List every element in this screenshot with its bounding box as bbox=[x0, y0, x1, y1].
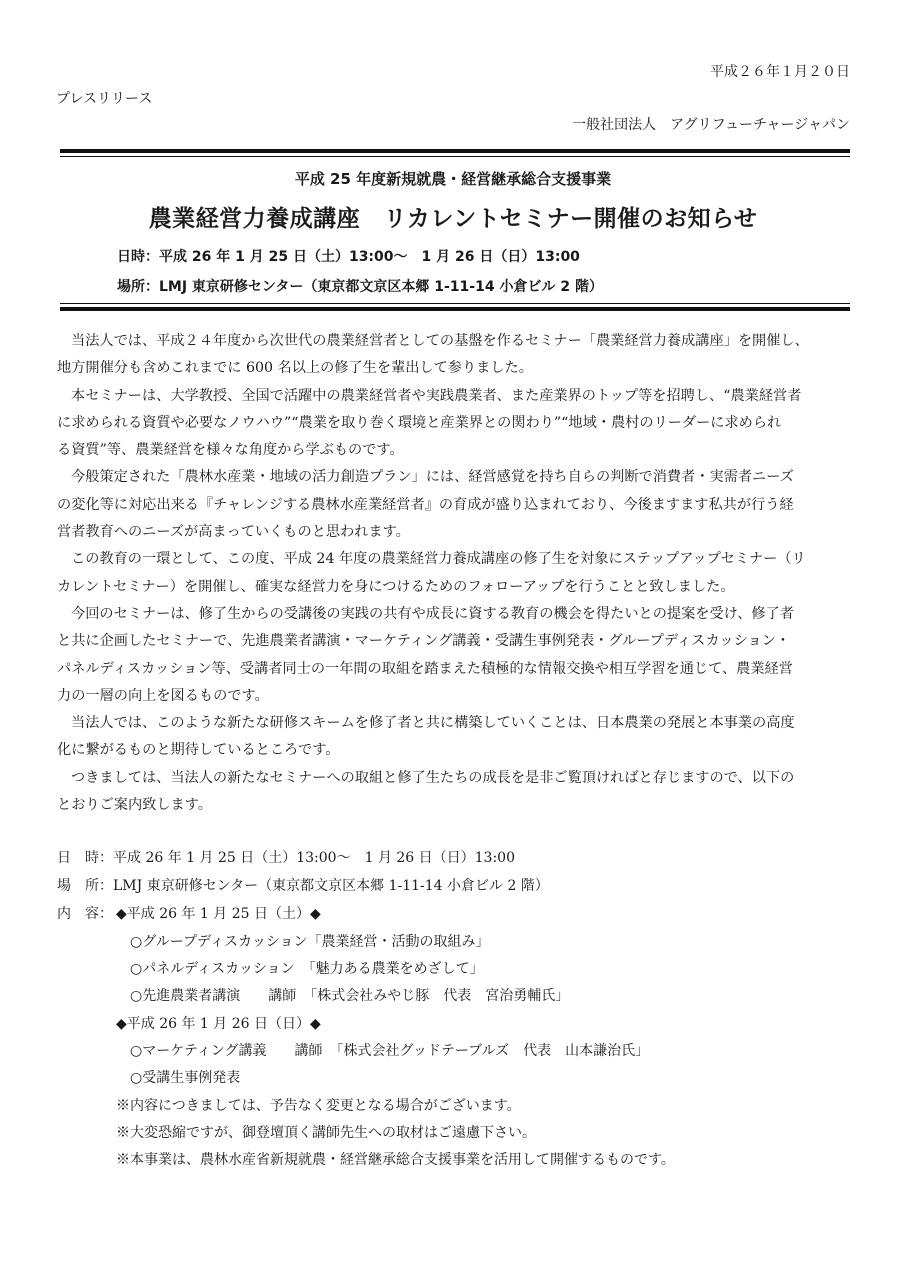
body-line: カレントセミナー）を開催し、確実な経営力を身につけるためのフォローアップを行うことと致しました。 bbox=[57, 578, 735, 595]
body-line: に求められる資質や必要なノウハウ”“農業を取り巻く環境と産業界との関わり”“地域・農村のリーダーに求められ bbox=[57, 414, 782, 431]
note: ※内容につきましては、予告なく変更となる場合がございます。 bbox=[116, 1098, 521, 1114]
body-text bbox=[57, 328, 857, 819]
body-line: つきましては、当法人の新たなセミナーへの取組と修了生たちの成長を是非ご覧頂ければと存じますので、以下の bbox=[71, 769, 795, 786]
day2-item: ○マーケティング講義 講師 「株式会社グッドテーブルズ 代表 山本謙治氏」 bbox=[130, 1043, 650, 1059]
body-line: 今回のセミナーは、修了生からの受講後の実践の共有や成長に資する教育の機会を得たいとの提案を受け、修了者 bbox=[71, 605, 794, 622]
press-release-label: プレスリリース bbox=[56, 91, 153, 107]
details-place: 場 所：LMJ 東京研修センター（東京都文京区本郷 1-11-14 小倉ビル 2 階） bbox=[57, 878, 549, 894]
project-name: 平成 25 年度新規就農・経営継承総合支援事業 bbox=[294, 170, 612, 188]
body-line: 当法人では、平成２４年度から次世代の農業経営者としての基盤を作るセミナー「農業経営力養成講座」を開催し、 bbox=[71, 333, 809, 349]
body-line: パネルディスカッション等、受講者同士の一年間の取組を踏まえた積極的な情報交換や相互学習を通じて、農業経営 bbox=[57, 660, 793, 677]
day1-item: ○グループディスカッション「農業経営・活動の取組み」 bbox=[130, 934, 490, 950]
day2-heading: ◆平成 26 年 1 月 26 日（日）◆ bbox=[116, 1016, 321, 1032]
body-line: る資質”等、農業経営を様々な角度から学ぶものです。 bbox=[57, 442, 404, 459]
body-line: 地方開催分も含めこれまでに 600 名以上の修了生を輩出して参りました。 bbox=[57, 360, 533, 377]
day2-item: ○受講生事例発表 bbox=[130, 1070, 241, 1086]
top-rule-thin bbox=[60, 156, 850, 157]
release-date: 平成２６年１月２０日 bbox=[710, 64, 850, 80]
details-date: 日 時：平成 26 年 1 月 25 日（土）13:00～ 1 月 26 日（日）13:00 bbox=[57, 850, 515, 866]
body-line: この教育の一環として、この度、平成 24 年度の農業経営力養成講座の修了生を対象にステップアップセミナー（リ bbox=[71, 551, 806, 568]
organization-name: 一般社団法人 アグリフューチャージャパン bbox=[572, 117, 850, 133]
body-line: 化に繋がるものと期待しているところです。 bbox=[57, 742, 340, 759]
day1-item: ○先進農業者講演 講師 「株式会社みやじ豚 代表 宮治勇輔氏」 bbox=[130, 988, 570, 1004]
summary-place: 場所：LMJ 東京研修センター（東京都文京区本郷 1-11-14 小倉ビル 2 階） bbox=[117, 279, 603, 295]
page-title: 農業経営力養成講座 リカレントセミナー開催のお知らせ bbox=[148, 206, 758, 232]
bottom-rule-thin bbox=[60, 303, 850, 304]
body-line: 当法人では、このような新たな研修スキームを修了者と共に構築していくことは、日本農業の発展と本事業の高度 bbox=[71, 715, 795, 732]
body-line: 営者教育へのニーズが高まっていくものと思われます。 bbox=[57, 524, 410, 541]
body-line: とおりご案内致します。 bbox=[57, 797, 212, 814]
body-line: の変化等に対応出来る『チャレンジする農林水産業経営者』の育成が盛り込まれており、今後ますます私共が行う経 bbox=[57, 496, 794, 513]
details-content-label: 内 容： bbox=[57, 906, 113, 922]
note: ※本事業は、農林水産省新規就農・経営継承総合支援事業を活用して開催するものです。 bbox=[116, 1152, 675, 1168]
day1-heading: ◆平成 26 年 1 月 25 日（土）◆ bbox=[116, 906, 321, 922]
day1-item: ○パネルディスカッション 「魅力ある農業をめざして」 bbox=[130, 961, 484, 977]
top-rule-thick bbox=[60, 149, 850, 153]
body-line: 今般策定された「農林水産業・地域の活力創造プラン」には、経営感覚を持ち自らの判断で消費者・実需者ニーズ bbox=[71, 469, 794, 486]
bottom-rule-thick bbox=[60, 307, 850, 311]
body-line: と共に企画したセミナーで、先進農業者講演・マーケティング講義・受講生事例発表・グループディスカッション・ bbox=[57, 633, 791, 650]
summary-date: 日時：平成 26 年 1 月 25 日（土）13:00～ 1 月 26 日（日）13:00 bbox=[117, 249, 580, 265]
body-line: 本セミナーは、大学教授、全国で活躍中の農業経営者や実践農業者、また産業界のトップ等を招聘し、“農業経営者 bbox=[71, 387, 802, 404]
body-line: 力の一層の向上を図るものです。 bbox=[57, 687, 269, 704]
note: ※大変恐縮ですが、御登壇頂く講師先生への取材はご遠慮下さい。 bbox=[116, 1125, 536, 1141]
